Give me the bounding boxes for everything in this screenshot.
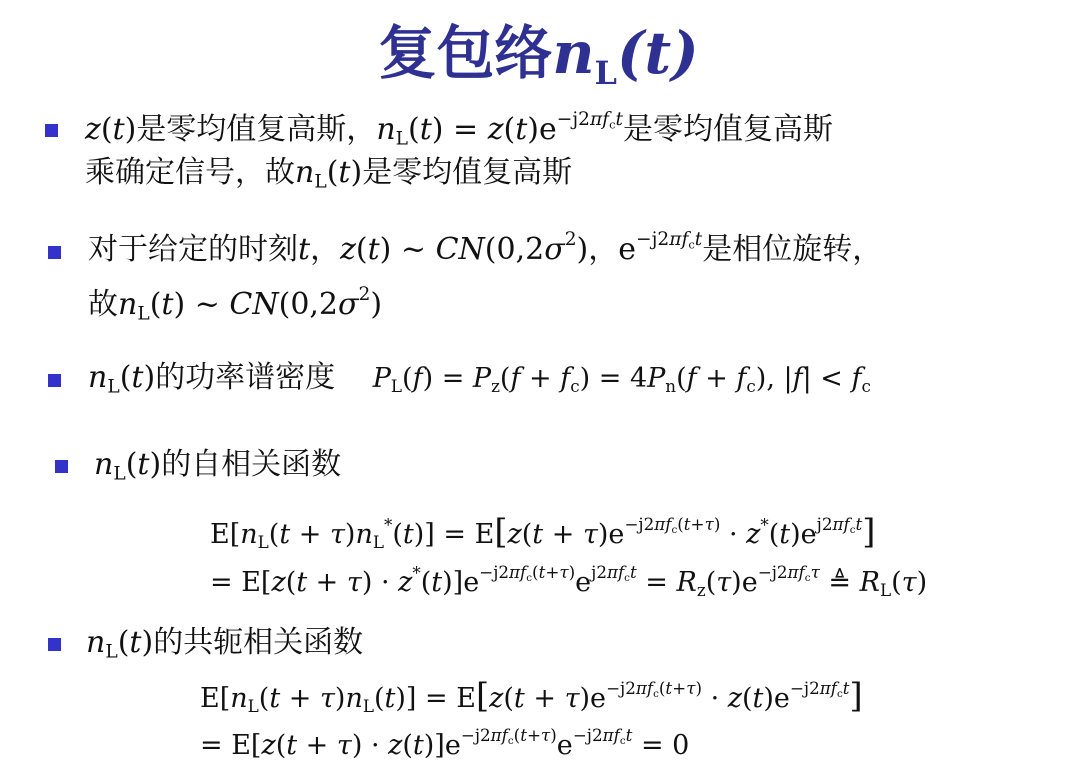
autocorrelation-eq-line-2: = $E[z(t + \tau) \cdot z^*(t)]e^{-j2\pi f_c(t+\tau)}e^{j2\pi f_ct} = R_z(\tau)e^{-j2\pi f_c\tau}$ ≜ $R_L(\tau)$ (210, 562, 928, 601)
bullet-2-line-1: 对于给定的时刻t，z(t) ~ $CN(0,2\sigma^2)$，$e^{-j2\pi f_ct}$是相位旋转， (88, 229, 883, 267)
conjugate-correlation-eq-line-2: = $E[z(t + \tau) \cdot z(t)]e^{-j2\pi f_c(t+\tau)}e^{-j2\pi f_ct} = 0$ (200, 725, 690, 761)
bullet-3-line: $n_L(t)$的功率谱密度 $P_L(f) = P_z(f + f_c) = 4P_n(f + f_c)$, $|f| < f_c$ (88, 360, 871, 398)
conjugate-correlation-eq-line-1: $E[n_L(t + \tau)n_L(t)] = E[z(t + \tau)e^{-j2\pi f_c(t+\tau)} \cdot z(t)e^{-j2\pi f_ct}]$ (200, 676, 863, 717)
bullet-marker-1 (45, 124, 58, 137)
bullet-marker-4 (55, 460, 68, 473)
bullet-1-line-1: z(t)是零均值复高斯，$n_L(t) = z(t)e^{-j2\pi f_ct}$是零均值复高斯 (85, 109, 833, 150)
bullet-marker-3 (48, 374, 61, 387)
bullet-1-line-2: 乘确定信号，故$n_L(t)$是零均值复高斯 (85, 155, 573, 193)
bullet-2-line-2: 故$n_L(t)$ ~ $CN(0,2\sigma^2)$ (88, 284, 383, 325)
bullet-4-line: $n_L(t)$的自相关函数 (94, 447, 342, 485)
autocorrelation-eq-line-1: $E[n_L(t + \tau)n_L^*(t)] = E[z(t + \tau)e^{-j2\pi f_c(t+\tau)} \cdot z^*(t)e^{j2\pi f_ct}]$ (210, 512, 876, 553)
bullet-marker-5 (48, 638, 61, 651)
bullet-marker-2 (48, 246, 61, 259)
slide-title: 复包络$n_L(t)$ (378, 19, 699, 93)
bullet-5-line: $n_L(t)$的共轭相关函数 (86, 625, 364, 663)
